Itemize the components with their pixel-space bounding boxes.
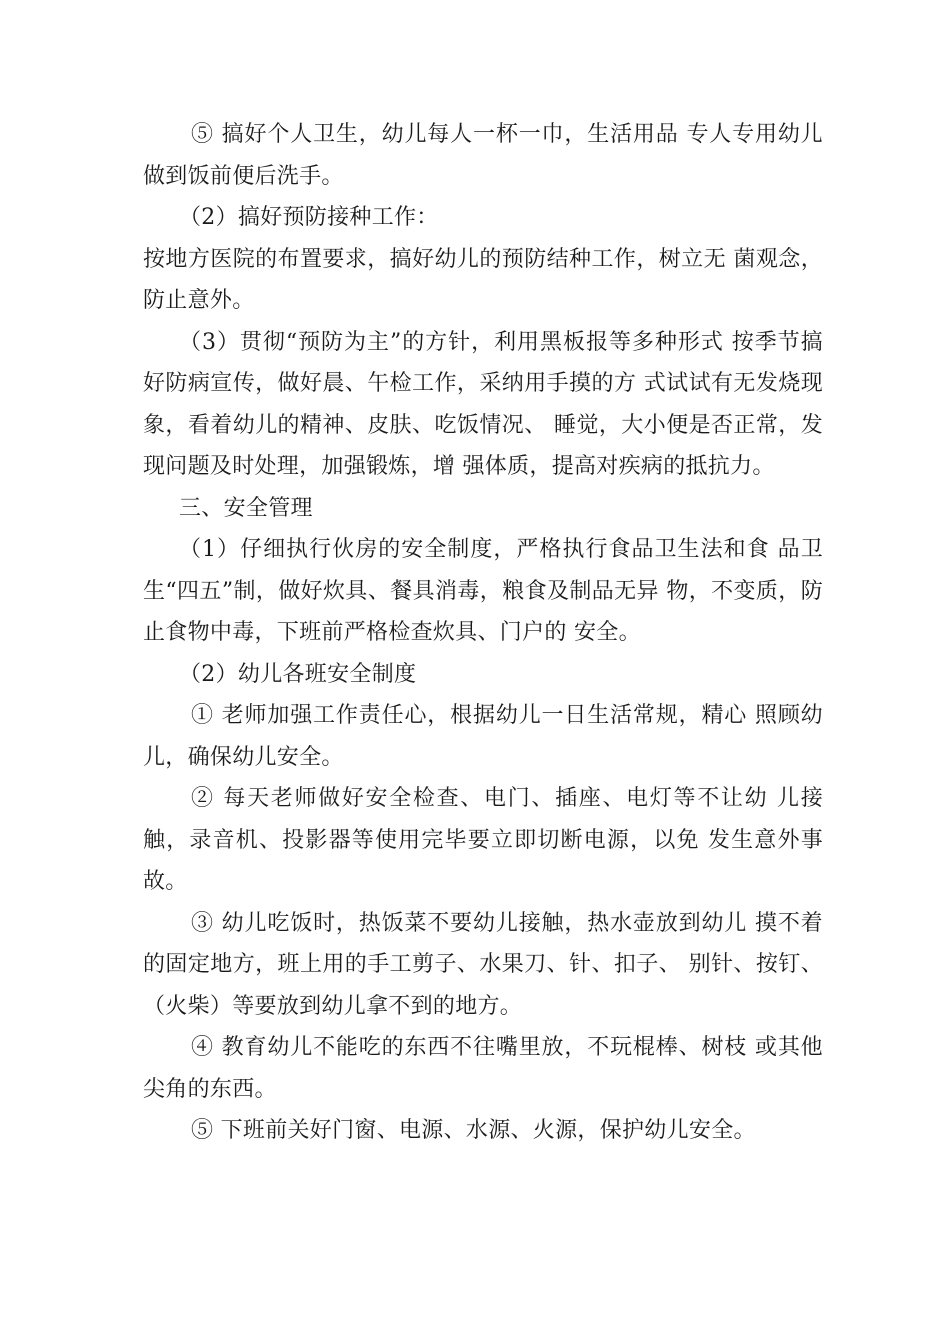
paragraph-hygiene-item-5: ⑤ 搞好个人卫生，幼儿每人一杯一巾，生活用品 专人专用幼儿做到饭前便后洗手。 [143,122,823,189]
paragraph-class-safety-heading: （2）幼儿各班安全制度 [179,661,417,687]
paragraph-safety-item-5: ⑤ 下班前关好门窗、电源、水源、火源，保护幼儿安全。 [191,1118,756,1143]
paragraph-vaccination-heading: （2）搞好预防接种工作： [179,205,439,230]
section-heading-safety: 三、安全管理 [179,495,313,521]
paragraph-vaccination-body: 按地方医院的布置要求，搞好幼儿的预防结种工作，树立无 菌观念，防止意外。 [143,246,823,313]
paragraph-safety-item-4: ④ 教育幼儿不能吃的东西不往嘴里放，不玩棍棒、树枝 或其他尖角的东西。 [143,1035,823,1102]
paragraph-kitchen-safety: （1）仔细执行伙房的安全制度，严格执行食品卫生法和食 品卫生“四五”制，做好炊具、餐具消毒，粮食及制品无异 物，不变质，防止食物中毒，下班前严格检查炊具、门户的 安全。 [143,537,823,645]
paragraph-safety-item-2: ② 每天老师做好安全检查、电门、插座、电灯等不让幼 儿接触，录音机、投影器等使用完毕要立即切断电源，以免 发生意外事故。 [143,786,823,894]
paragraph-safety-item-3: ③ 幼儿吃饭时，热饭菜不要幼儿接触，热水壶放到幼儿 摸不着的固定地方，班上用的手工剪子、水果刀、针、扣子、 别针、按钉、（火柴）等要放到幼儿拿不到的地方。 [143,910,823,1019]
paragraph-safety-item-1: ① 老师加强工作责任心，根据幼儿一日生活常规，精心 照顾幼儿，确保幼儿安全。 [143,703,823,770]
paragraph-prevention: （3）贯彻“预防为主”的方针，利用黑板报等多种形式 按季节搞好防病宣传，做好晨、午检工作，采纳用手摸的方 式试试有无发烧现象，看着幼儿的精神、皮肤、吃饭情况、 睡觉，大小便是否正常，发现问题及时处理，加强锻炼，增 强体质，提高对疾病的抵抗力。 [143,329,823,479]
document-body [143,114,823,1152]
